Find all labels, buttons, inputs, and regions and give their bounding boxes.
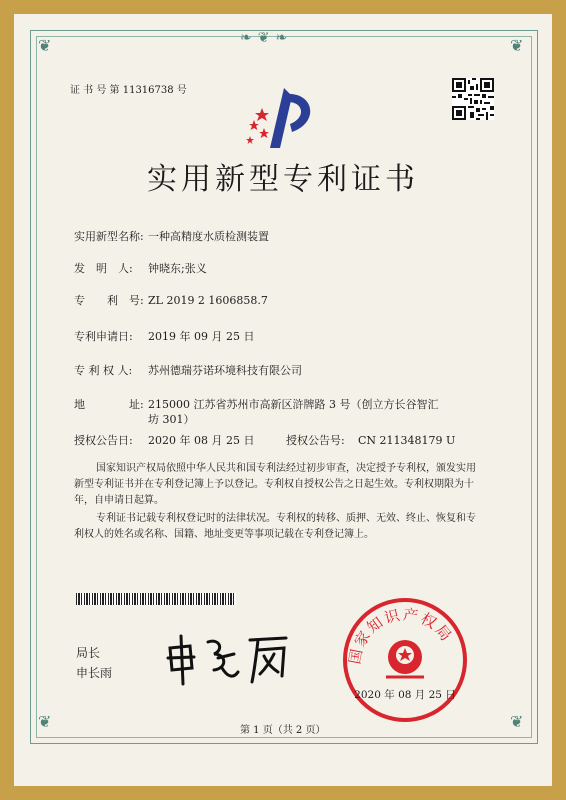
handwritten-signature-icon — [162, 628, 302, 688]
certificate-title: 实用新型专利证书 — [147, 162, 419, 197]
cnipa-logo-icon — [236, 84, 326, 152]
patent-number-value: ZL 2019 2 1606858.7 — [148, 294, 268, 307]
director-title: 局长 — [76, 646, 101, 660]
director-name: 申长雨 — [76, 666, 113, 680]
official-seal-icon — [340, 595, 470, 725]
patent-name-value: 一种高精度水质检测装置 — [148, 230, 269, 243]
inventor-label: 发 明 人: — [74, 262, 133, 275]
grant-date-value: 2020 年 08 月 25 日 — [148, 434, 255, 447]
patent-name-label: 实用新型名称: — [74, 230, 144, 243]
paragraph-1-line-2: 新型专利证书并在专利登记簿上予以登记。专利权自授权公告之日起生效。专利权期限为十 — [74, 479, 474, 490]
seal-text: 国家知识产权局 — [345, 605, 457, 666]
qr-code-icon — [452, 78, 494, 120]
grant-number-value: CN 211348179 U — [358, 434, 456, 447]
patent-holder-value: 苏州德瑞芬诺环境科技有限公司 — [148, 364, 302, 377]
address-label: 地 址: — [74, 398, 144, 411]
top-ornament-icon: ❧❦❧ — [240, 30, 294, 46]
apply-date-label: 专利申请日: — [74, 330, 133, 343]
inventor-value: 钟晓东;张义 — [148, 262, 207, 275]
corner-ornament-icon: ❦ — [510, 712, 524, 731]
address-value-line1: 215000 江苏省苏州市高新区浒牌路 3 号（创立方长谷智汇 — [148, 398, 439, 411]
seal-date: 2020 年 08 月 25 日 — [354, 689, 456, 701]
patent-holder-label: 专 利 权 人: — [74, 364, 133, 377]
grant-date-label: 授权公告日: — [74, 434, 133, 447]
paragraph-1-line-3: 年，自申请日起算。 — [74, 495, 164, 506]
corner-ornament-icon: ❦ — [38, 712, 52, 731]
paragraph-2-line-1: 专利证书记载专利权登记时的法律状况。专利权的转移、质押、无效、终止、恢复和专 — [96, 513, 476, 524]
grant-number-label: 授权公告号: — [286, 434, 345, 447]
apply-date-value: 2019 年 09 月 25 日 — [148, 330, 255, 343]
patent-number-label: 专 利 号: — [74, 294, 144, 307]
certificate-number: 证 书 号 第 11316738 号 — [70, 85, 187, 96]
paragraph-1-line-1: 国家知识产权局依照中华人民共和国专利法经过初步审查，决定授予专利权，颁发实用 — [96, 463, 476, 474]
page-indicator: 第 1 页（共 2 页） — [240, 725, 326, 736]
barcode-icon — [76, 593, 236, 605]
corner-ornament-icon: ❦ — [38, 36, 52, 55]
address-value-line2: 坊 301） — [148, 413, 195, 426]
paragraph-2-line-2: 利权人的姓名或名称、国籍、地址变更等事项记载在专利登记簿上。 — [74, 529, 374, 540]
corner-ornament-icon: ❦ — [510, 36, 524, 55]
